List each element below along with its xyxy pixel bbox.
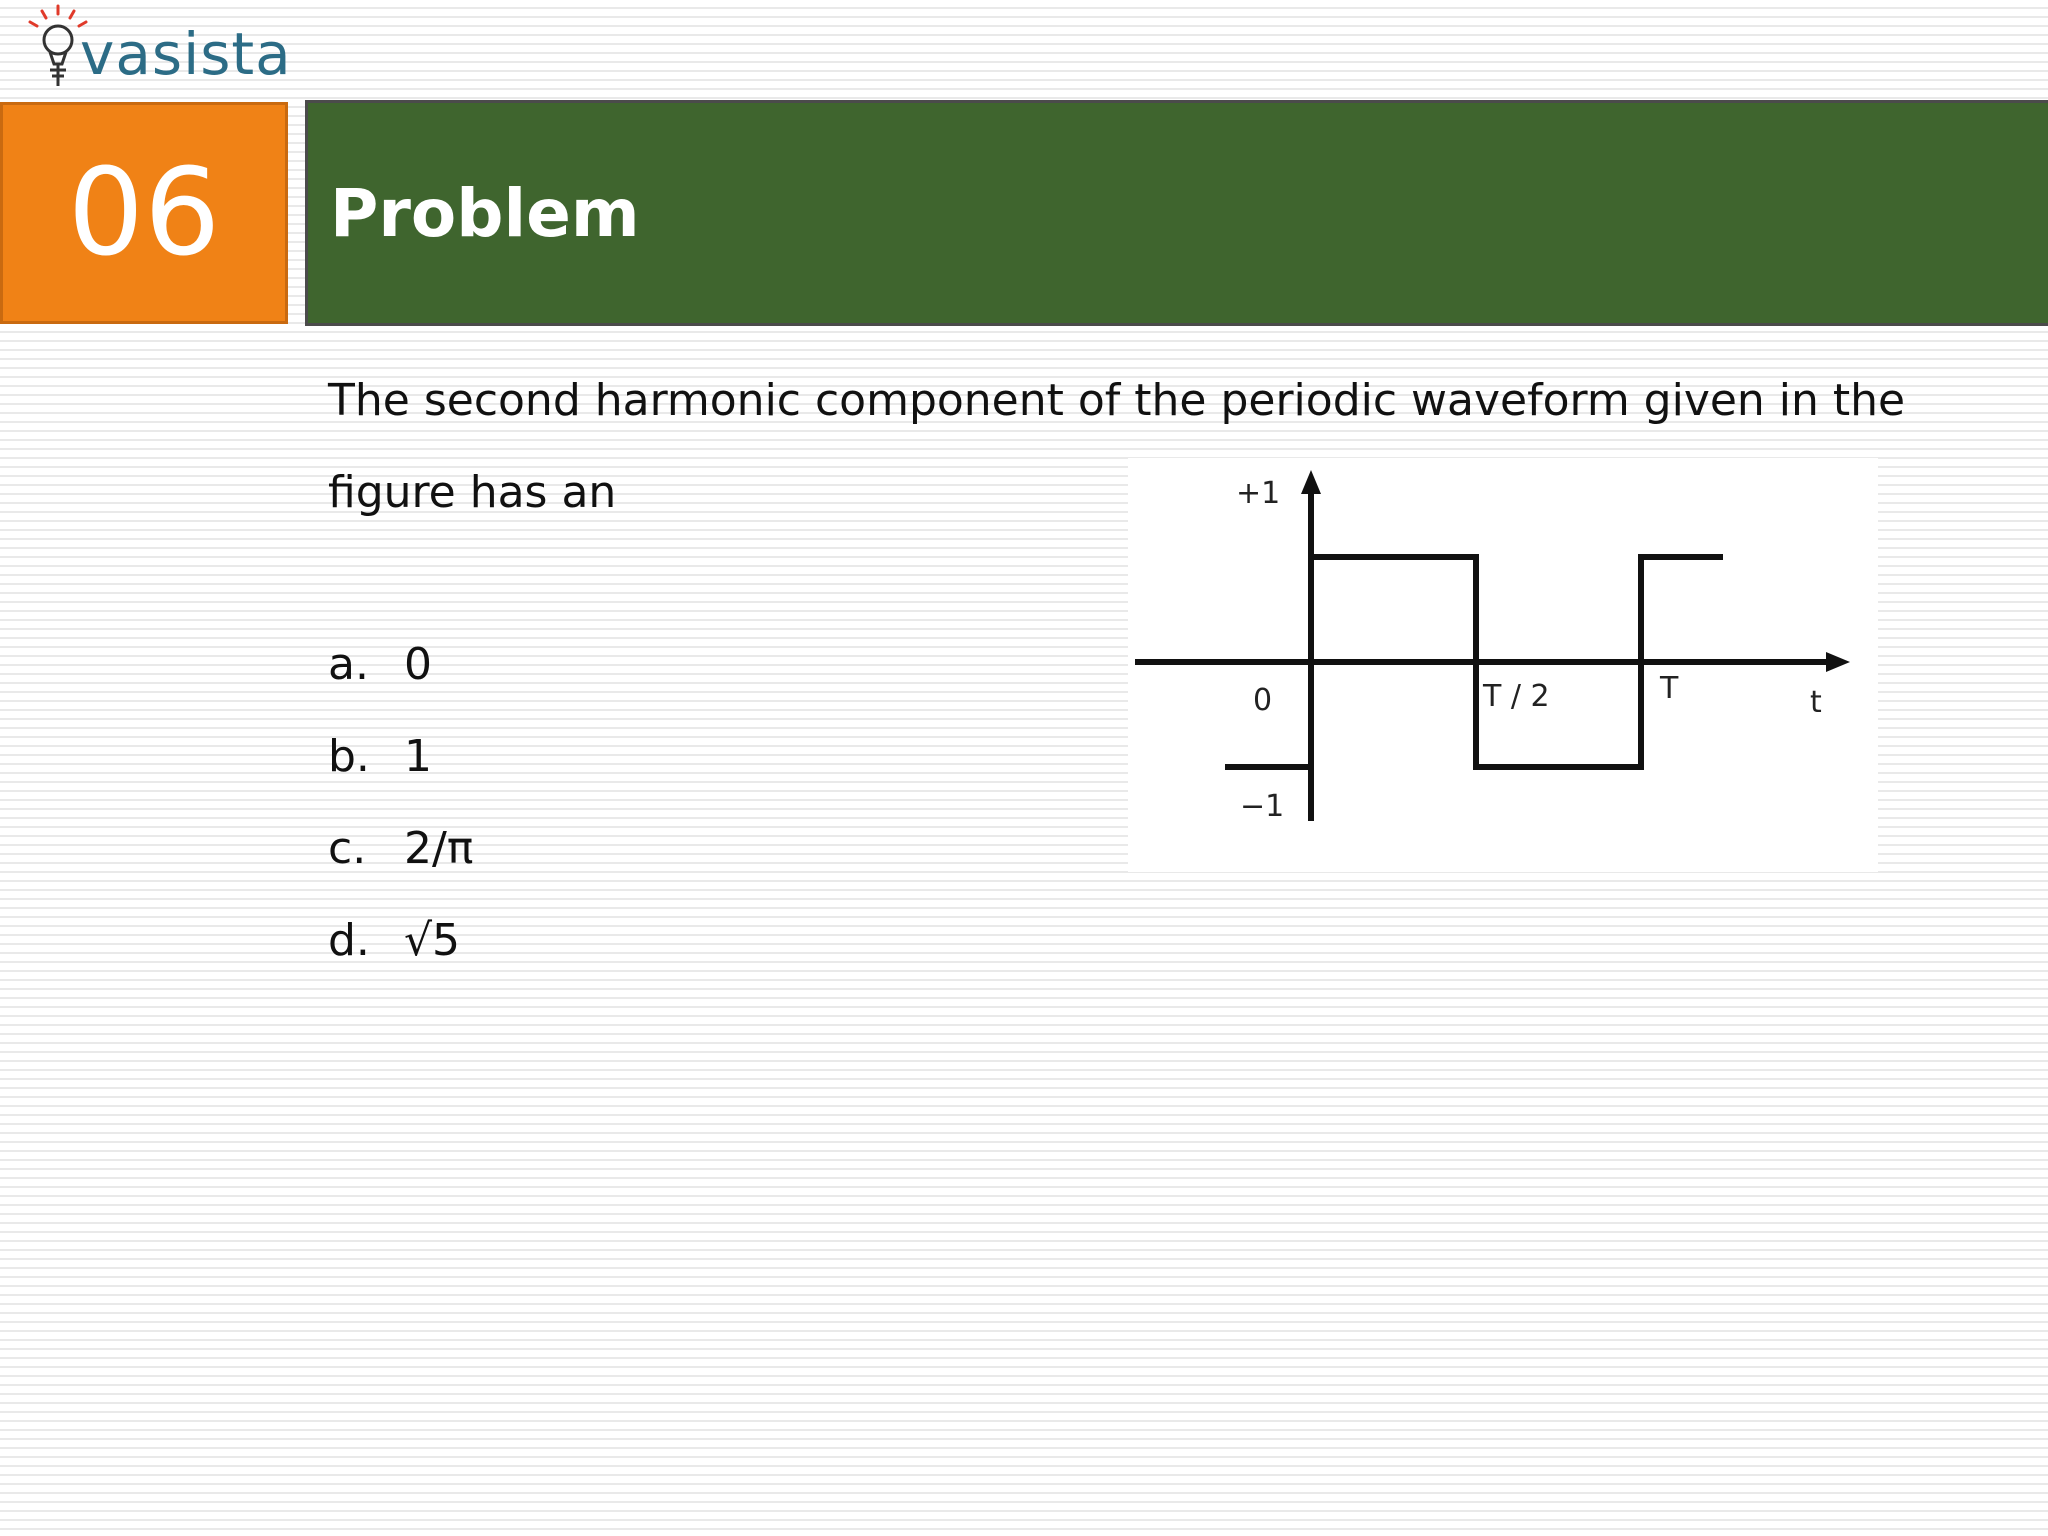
slide-number-box xyxy=(0,102,288,324)
question-text: The second harmonic component of the periodic waveform given in the figure has an xyxy=(328,375,1906,518)
waveform-figure xyxy=(1128,458,1878,872)
option-value: 2/π xyxy=(404,822,474,874)
option-value: √5 xyxy=(404,914,461,966)
slide-number: 06 xyxy=(67,143,221,283)
option-value: 1 xyxy=(404,730,432,782)
options-list xyxy=(328,618,473,986)
amplitude-axis-arrow xyxy=(1301,470,1321,494)
label-zero: 0 xyxy=(1253,683,1273,718)
option-b xyxy=(328,710,473,802)
label-t-axis: t xyxy=(1810,685,1822,720)
option-letter: b. xyxy=(328,730,370,782)
option-letter: c. xyxy=(328,822,367,874)
label-period: T xyxy=(1660,671,1679,706)
option-d xyxy=(328,894,473,986)
option-value: 0 xyxy=(404,638,432,690)
label-plus-one: +1 xyxy=(1236,476,1281,511)
option-c xyxy=(328,802,473,894)
label-minus-one: −1 xyxy=(1240,789,1285,824)
option-a xyxy=(328,618,473,710)
title-bar xyxy=(305,100,2048,326)
logo-text: vasista xyxy=(80,20,292,88)
vasista-logo xyxy=(18,2,292,98)
label-half-period: T / 2 xyxy=(1483,679,1550,714)
time-axis-arrow xyxy=(1826,652,1850,672)
option-letter: a. xyxy=(328,638,369,690)
slide-title: Problem xyxy=(330,175,640,252)
option-letter: d. xyxy=(328,914,370,966)
